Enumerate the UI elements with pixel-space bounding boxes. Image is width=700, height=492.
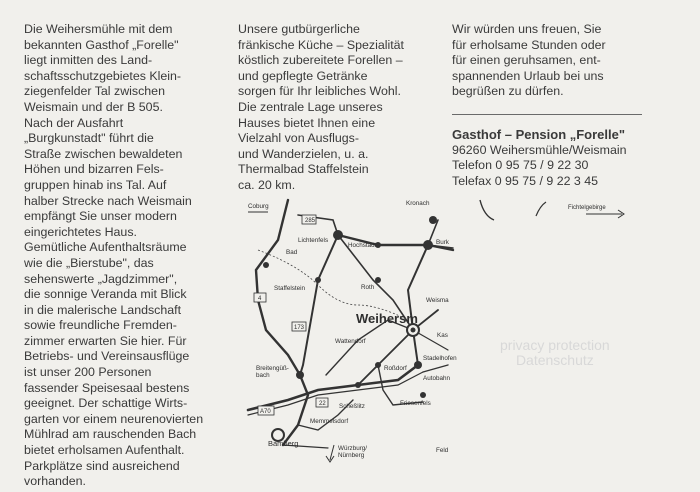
phone: Telefon 0 95 75 / 9 22 30 <box>452 158 589 173</box>
divider-rule <box>452 114 642 115</box>
map-label-rossdorf: Roßdorf <box>384 365 407 372</box>
map-label-breitengussbach: Breitengüß-bach <box>256 365 289 379</box>
map-label-wuerzburg: Würzburg/ Nürnberg <box>338 445 368 459</box>
cuisine-column: Unsere gutbürgerliche fränkische Küche – Spezialität köstlich zubereitete Forellen – und gepflegte Getränke sorgen für Ihr leibliches Wohl. Die zentrale Lage unseres Hauses bietet Ihnen eine Vielzahl von Ausflugs- und Wanderzielen, u. a. Thermalbad Staffelstein ca. 20 km. <box>238 22 404 192</box>
contact-block <box>452 127 626 189</box>
map-label-feld: Feld <box>436 447 449 454</box>
map-label-weihersmuehle: Weihersm <box>356 311 418 326</box>
privacy-watermark <box>500 338 610 368</box>
map-label-schesslitz: Scheßlitz <box>339 403 365 410</box>
map-label-kronach: Kronach <box>406 200 430 207</box>
road-a70-label: A70 <box>260 409 271 415</box>
business-name: Gasthof – Pension „Forelle" <box>452 127 626 142</box>
watermark-line2: Datenschutz <box>515 352 594 368</box>
map-label-coburg: Coburg <box>248 203 269 210</box>
road-285-label: 285 <box>305 218 316 224</box>
map-label-stadelhofen: Stadelhofen <box>423 355 457 362</box>
road-4-label: 4 <box>258 296 262 302</box>
map-label-burgk: Burk <box>436 239 449 246</box>
map-label-hochstadt: Hochstadt <box>348 242 377 249</box>
road-22-label: 22 <box>319 401 326 407</box>
fichtelgebirge-map <box>476 198 636 228</box>
map-label-bamberg: Bamberg <box>268 439 299 448</box>
map-label-fichtelgebirge: Fichtelgebirge <box>568 205 606 211</box>
map-label-friesenfels: Friesenfels <box>400 400 431 407</box>
road-173-label: 173 <box>294 325 305 331</box>
map-label-kas: Kas <box>437 332 448 339</box>
map-label-memmelsdorf: Memmelsdorf <box>310 418 349 425</box>
map-label-roth: Roth <box>361 284 375 291</box>
map-label-lichtenfels: Lichtenfels <box>298 237 329 244</box>
address: 96260 Weihersmühle/Weismain <box>452 142 627 157</box>
watermark-line1: privacy protection <box>500 337 610 353</box>
map-label-weismain: Weisma <box>426 297 449 304</box>
route-map <box>238 190 457 470</box>
map-label-staffelstein: Staffelstein <box>274 285 306 292</box>
welcome-column: Wir würden uns freuen, Sie für erholsame Stunden oder für einen geruhsamen, ent- spannenden Urlaub bei uns begrüßen zu dürfen. <box>452 22 606 99</box>
description-column: Die Weihersmühle mit dem bekannten Gasthof „Forelle" liegt inmitten des Land- schaftsschutzgebietes Klein- ziegenfelder Tal zwischen Weismain und der B 505. Nach der Ausfahrt „Burgkunstadt" führt die Straße zwischen bewaldeten Höhen und bizarren Fels- gruppen hinab ins Tal. Auf halber Strecke nach Weismain empfängt Sie unser modern eingerichtetes Haus. Gemütliche Aufenthaltsräume wie die „Bierstube", das sehenswerte „Jagdzimmer", die sonnige Veranda mit Blick in die malerische Landschaft sowie freundliche Fremden- zimmer erwarten Sie hier. Für Betriebs- und Vereinsausflüge ist unser 200 Personen fassender Speisesaal bestens geeignet. Der schattige Wirts- garten vor einem neurenovierten Mühlrad am rauschenden Bach bietet erholsamen Aufenthalt. Parkplätze sind ausreichend vorhanden. <box>24 22 204 489</box>
map-label-wattendorf: Wattendorf <box>335 338 366 345</box>
map-label-bad: Bad <box>286 249 298 256</box>
fax: Telefax 0 95 75 / 9 22 3 45 <box>452 173 599 188</box>
map-label-autobahn: Autobahn <box>423 375 450 382</box>
